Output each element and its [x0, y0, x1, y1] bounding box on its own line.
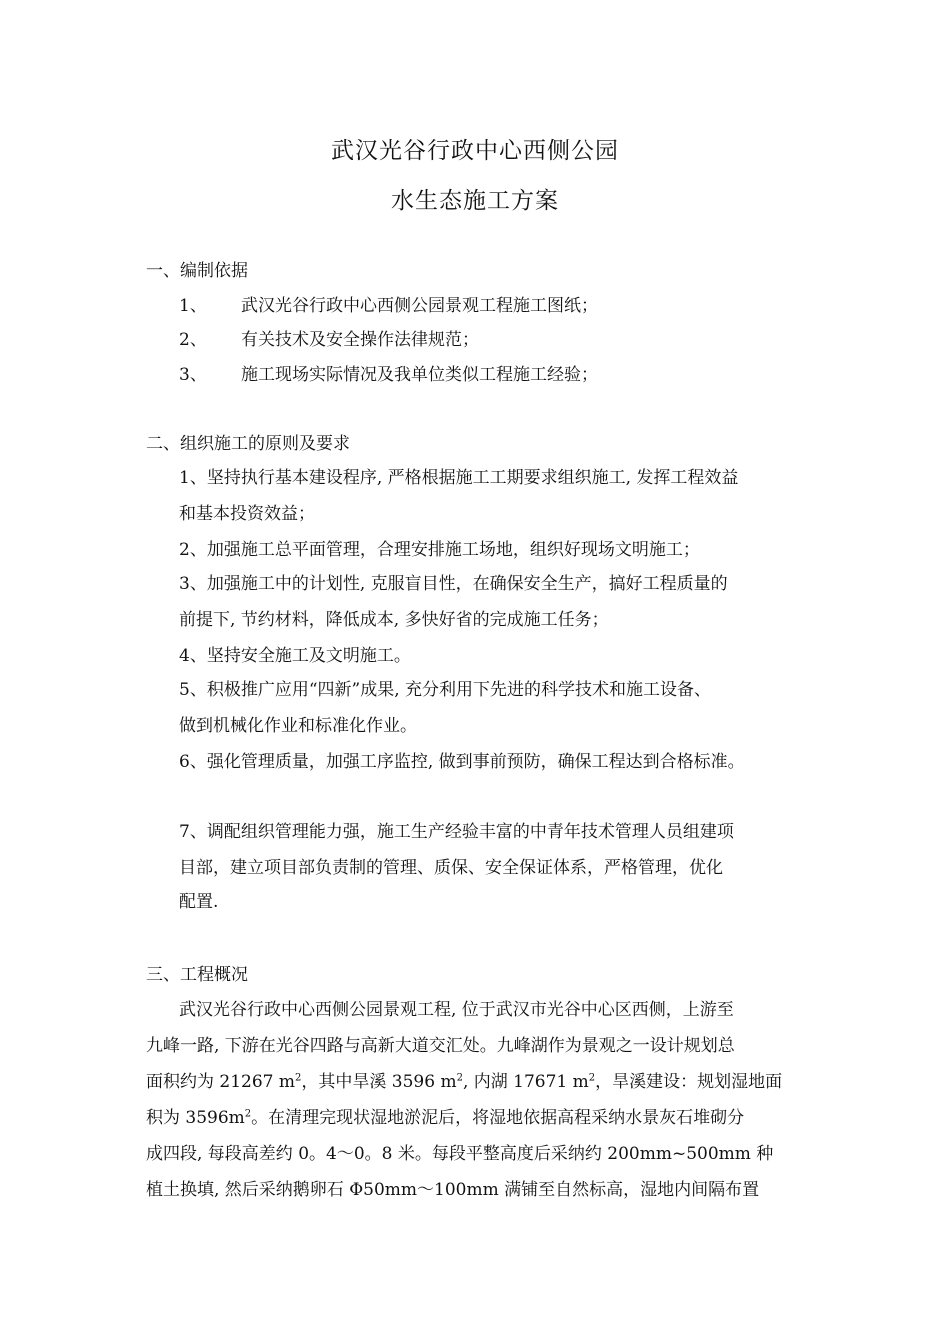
item-number: 1、: [179, 296, 207, 316]
section3-paragraph-line: 植土换填, 然后采纳鹅卵石 Φ50mm～100mm 满铺至自然标高，湿地内间隔布置: [146, 1180, 760, 1200]
section2-line: 6、强化管理质量，加强工序监控, 做到事前预防，确保工程达到合格标准。: [179, 752, 745, 772]
section3-paragraph-line: [146, 1107, 744, 1129]
document-title-line2: 水生态施工方案: [391, 188, 559, 214]
section3-paragraph-line: [146, 1071, 782, 1093]
superscript: 2: [456, 1072, 463, 1084]
superscript: 2: [244, 1108, 252, 1120]
section2-line: 做到机械化作业和标准化作业。: [179, 716, 417, 736]
section3-heading: 三、工程概况: [146, 965, 248, 985]
document-title-line1: 武汉光谷行政中心西侧公园: [331, 138, 619, 164]
item-text: 有关技术及安全操作法律规范；: [241, 330, 479, 350]
section2-line: 配置.: [179, 892, 219, 912]
section3-paragraph-line: 武汉光谷行政中心西侧公园景观工程, 位于武汉市光谷中心区西侧，上游至: [179, 1000, 734, 1020]
superscript: 2: [295, 1072, 302, 1084]
section2-line: 1、坚持执行基本建设程序, 严格根据施工工期要求组织施工, 发挥工程效益: [179, 468, 739, 488]
section2-line: 7、调配组织管理能力强，施工生产经验丰富的中青年技术管理人员组建项: [179, 822, 734, 842]
text-segment: 。在清理完现状湿地淤泥后，将湿地依据高程采纳水景灰石堆砌分: [251, 1108, 745, 1128]
section1-item: [179, 295, 598, 317]
item-number: 3、: [179, 365, 207, 385]
section3-paragraph-line: 九峰一路, 下游在光谷四路与高新大道交汇处。九峰湖作为景观之一设计规划总: [146, 1036, 735, 1056]
section2-line: 3、加强施工中的计划性, 克服盲目性，在确保安全生产，搞好工程质量的: [179, 574, 728, 594]
section2-line: 4、坚持安全施工及文明施工。: [179, 646, 411, 666]
section1-heading: 一、编制依据: [146, 261, 248, 281]
text-segment: 面积约为 21267 m: [146, 1072, 296, 1092]
text-segment: ，旱溪建设：规划湿地面: [595, 1072, 783, 1092]
section1-item: [179, 364, 598, 386]
text-segment: ，其中旱溪 3596 m: [301, 1072, 457, 1092]
section2-line: 前提下, 节约材料，降低成本, 多快好省的完成施工任务；: [179, 610, 609, 630]
section2-line: 2、加强施工总平面管理，合理安排施工场地，组织好现场文明施工；: [179, 540, 700, 560]
superscript: 2: [588, 1072, 596, 1084]
item-text: 武汉光谷行政中心西侧公园景观工程施工图纸；: [241, 296, 598, 316]
section2-line: 和基本投资效益；: [179, 504, 315, 524]
section1-item: [179, 329, 479, 351]
text-segment: 积为 3596m: [146, 1108, 245, 1128]
section2-heading: 二、组织施工的原则及要求: [146, 434, 350, 454]
item-number: 2、: [179, 330, 207, 350]
text-segment: , 内湖 17671 m: [462, 1072, 589, 1092]
section2-line: 5、积极推广应用“四新”成果, 充分利用下先进的科学技术和施工设备、: [179, 680, 712, 700]
section3-paragraph-line: 成四段, 每段高差约 0。4～0。8 米。每段平整高度后采纳约 200mm~500mm 种: [146, 1144, 774, 1164]
section2-line: 目部，建立项目部负责制的管理、质保、安全保证体系，严格管理，优化: [179, 858, 723, 878]
item-text: 施工现场实际情况及我单位类似工程施工经验；: [241, 365, 598, 385]
